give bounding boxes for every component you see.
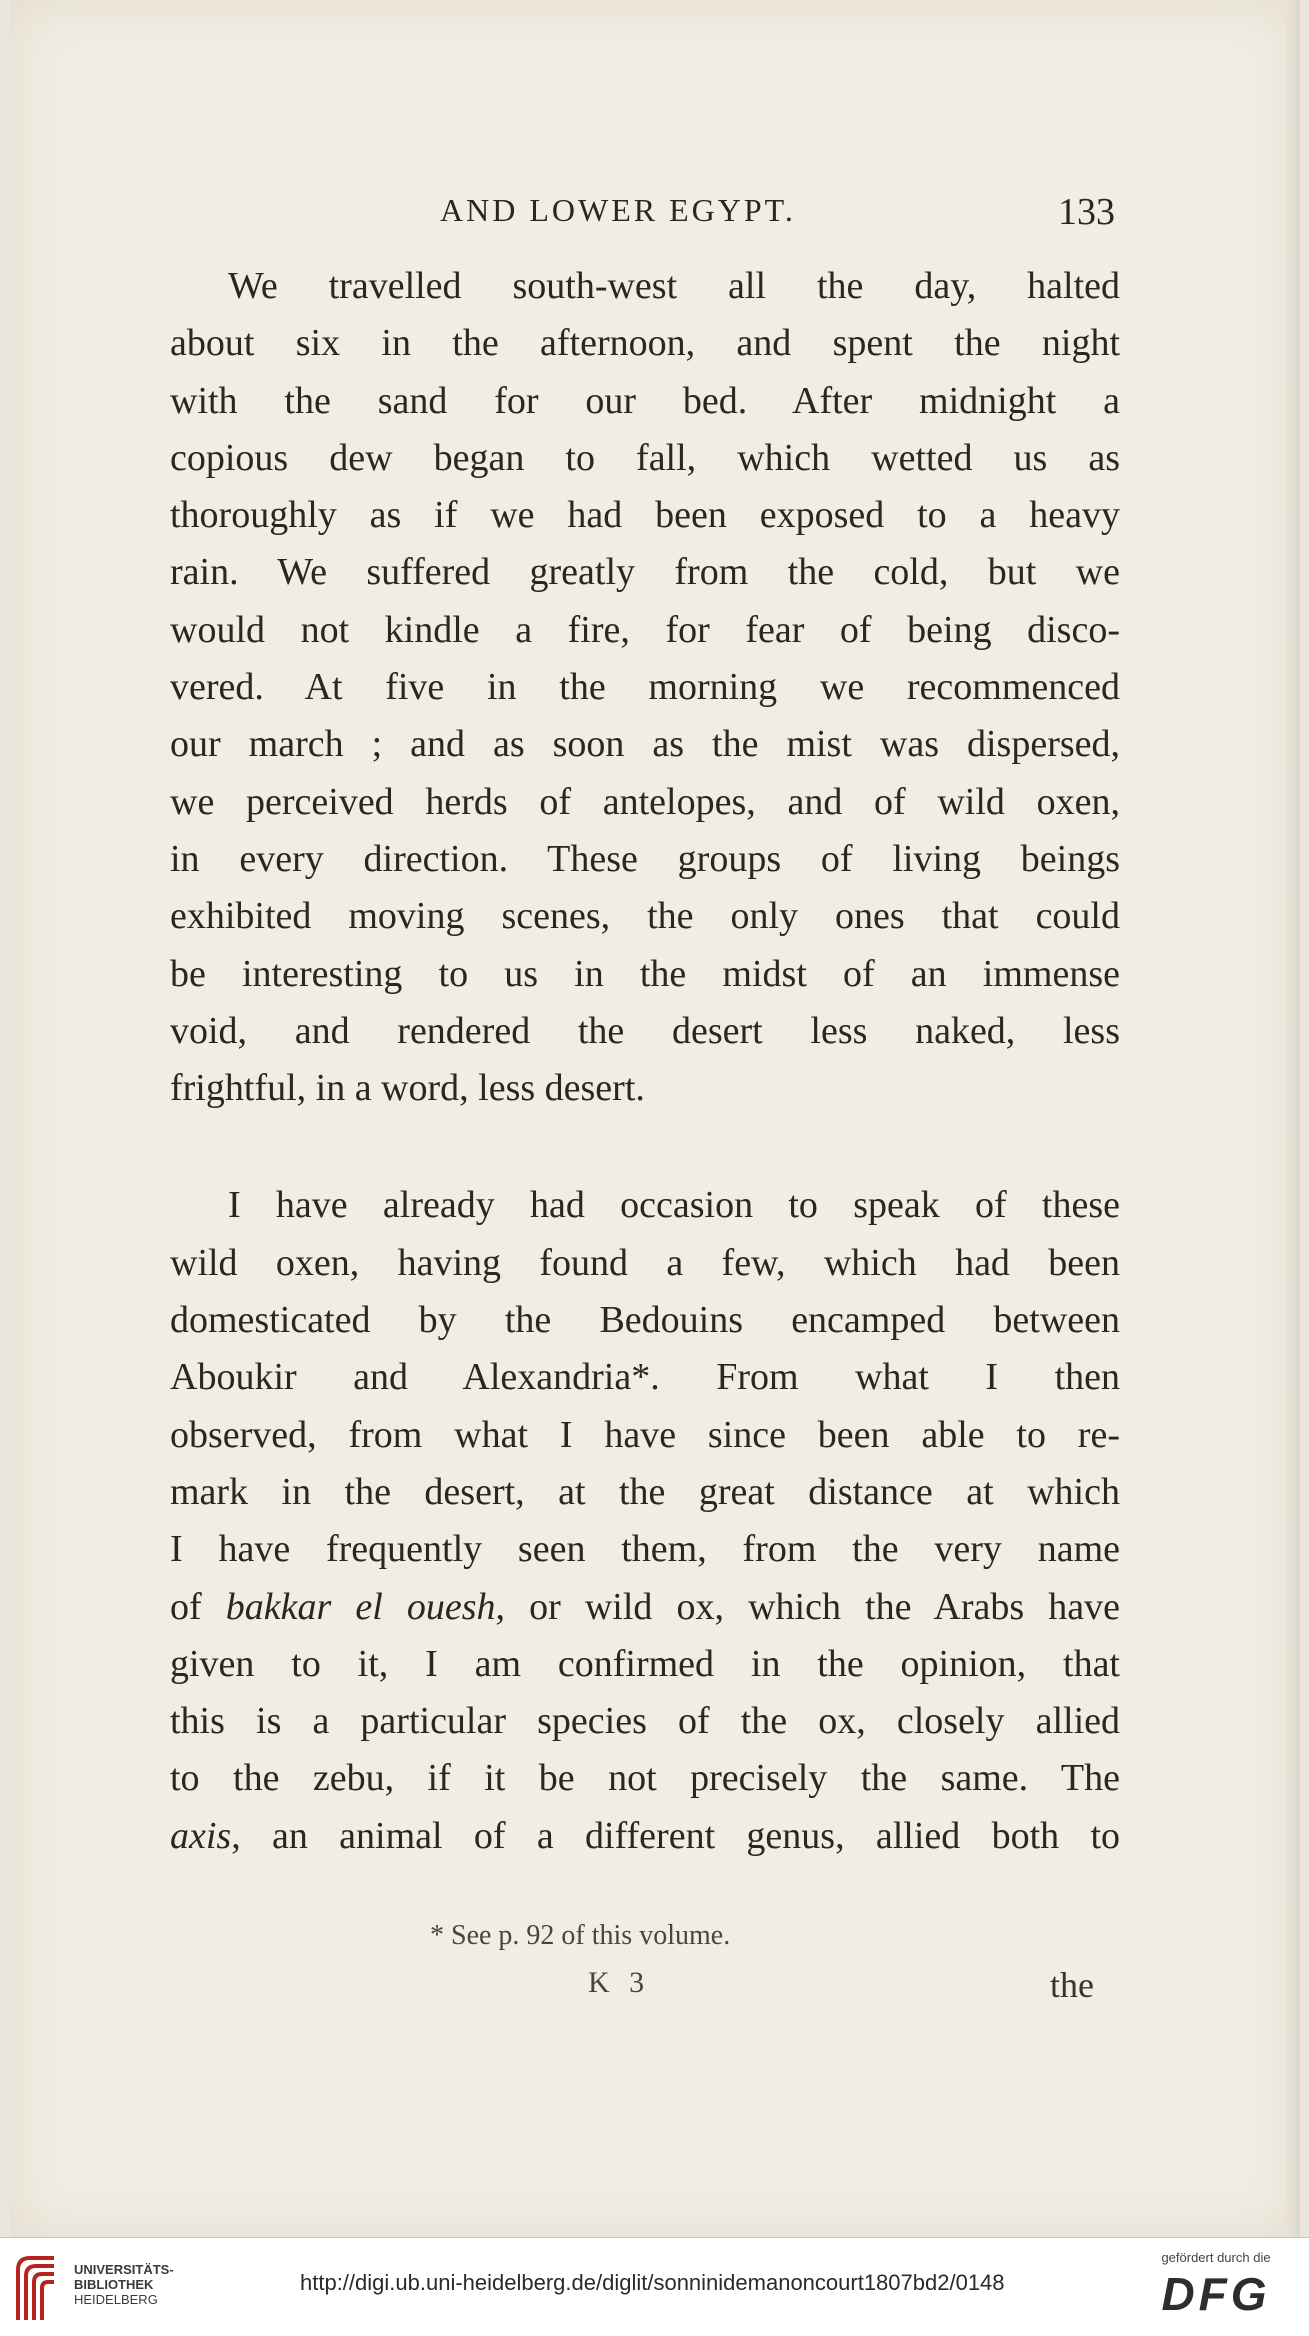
text-line: be interesting to us in the midst of an immense: [170, 952, 1120, 995]
body-text: [170, 258, 1120, 1865]
text-line: exhibited moving scenes, the only ones that could: [170, 895, 1120, 938]
footnote: * See p. 92 of this volume.: [430, 1920, 731, 1951]
text-line: void, and rendered the desert less naked, less: [170, 1009, 1120, 1052]
text-line: in every direction. These groups of living beings: [170, 837, 1120, 880]
library-name-line: UNIVERSITÄTS-: [74, 2262, 174, 2277]
text-line: to the zebu, if it be not precisely the same. The: [170, 1757, 1120, 1800]
library-name-line: BIBLIOTHEK: [74, 2277, 154, 2292]
italic-term: axis: [170, 1814, 232, 1857]
text-line: wild oxen, having found a few, which had been: [170, 1241, 1120, 1284]
dfg-logo: DFG: [1161, 2268, 1271, 2320]
viewer-footer: [0, 2237, 1309, 2336]
text-line: I have frequently seen them, from the very name: [170, 1528, 1120, 1571]
text-line: this is a particular species of the ox, closely allied: [170, 1700, 1120, 1743]
text-line: observed, from what I have since been able to re-: [170, 1413, 1120, 1456]
library-name-line: HEIDELBERG: [74, 2292, 158, 2307]
text-line: of bakkar el ouesh, or wild ox, which the Arabs have: [170, 1585, 1121, 1628]
running-head: [170, 182, 1115, 242]
paragraph-gap: [170, 1117, 1120, 1177]
text-line: frightful, in a word, less desert.: [170, 1067, 645, 1110]
text-line: with the sand for our bed. After midnight a: [170, 379, 1120, 422]
permalink-url[interactable]: http://digi.ub.uni-heidelberg.de/diglit/sonninidemanoncourt1807bd2/0148: [300, 2270, 1005, 2295]
page-edge: [1286, 0, 1300, 2238]
text-line: we perceived herds of antelopes, and of wild oxen,: [170, 780, 1120, 823]
text-line: Aboukir and Alexandria*. From what I then: [170, 1356, 1120, 1399]
running-title: AND LOWER EGYPT.: [440, 192, 796, 228]
text-line: our march ; and as soon as the mist was dispersed,: [170, 723, 1120, 766]
funding-text: gefördert durch die: [1161, 2250, 1271, 2265]
book-page: [10, 0, 1300, 2238]
text-line: about six in the afternoon, and spent the night: [170, 322, 1120, 365]
catchword: the: [1050, 1965, 1094, 2005]
text-line: domesticated by the Bedouins encamped between: [170, 1299, 1120, 1342]
text-line: I have already had occasion to speak of these: [228, 1184, 1120, 1227]
text-line: We travelled south-west all the day, halted: [228, 265, 1120, 307]
library-logo-icon: [12, 2252, 60, 2324]
text-line: axis, an animal of a different genus, allied both to: [170, 1814, 1120, 1857]
text-line: given to it, I am confirmed in the opinion, that: [170, 1642, 1120, 1685]
funding-notice: [1141, 2250, 1291, 2321]
text-line: rain. We suffered greatly from the cold, but we: [170, 551, 1120, 594]
italic-term: bakkar el ouesh: [225, 1585, 496, 1628]
library-name: [74, 2262, 174, 2307]
text-line: vered. At five in the morning we recommenced: [170, 666, 1120, 709]
text-line: would not kindle a fire, for fear of being disco-: [170, 608, 1120, 651]
text-line: thoroughly as if we had been exposed to a heavy: [170, 494, 1120, 537]
page-number: 133: [1058, 191, 1115, 233]
text-line: mark in the desert, at the great distance at which: [170, 1470, 1120, 1513]
text-line: copious dew began to fall, which wetted us as: [170, 436, 1120, 479]
signature-mark: K 3: [588, 1966, 651, 1999]
